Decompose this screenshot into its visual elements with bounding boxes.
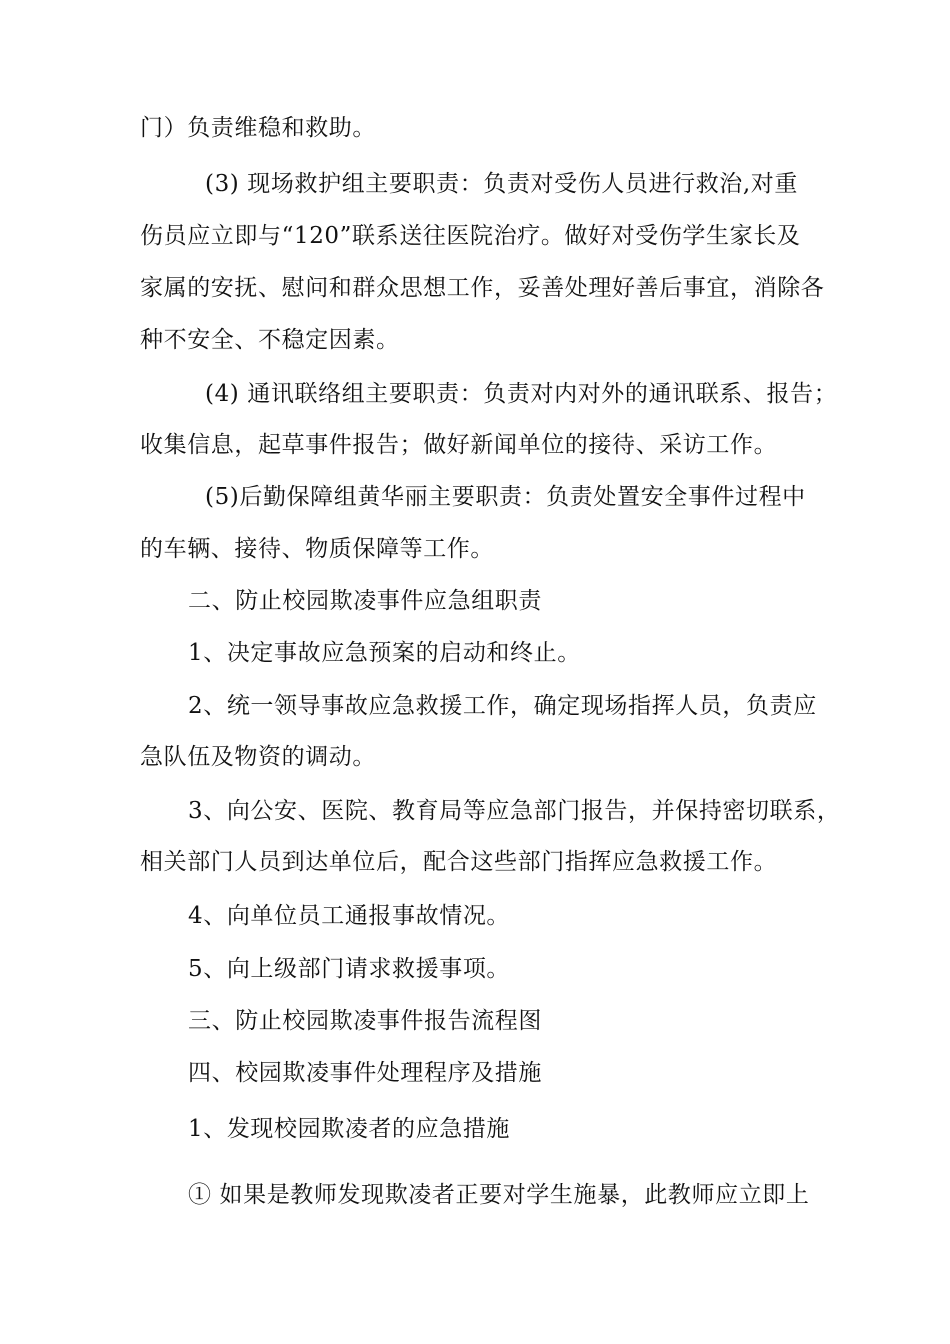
text-line-9: 的车辆、接待、物质保障等工作。 bbox=[140, 536, 494, 562]
text-line-7: 收集信息，起草事件报告；做好新闻单位的接待、采访工作。 bbox=[140, 432, 778, 458]
text-line-14: 3、向公安、医院、教育局等应急部门报告，并保持密切联系， bbox=[188, 798, 841, 824]
text-line-3: 伤员应立即与“120”联系送往医院治疗。做好对受伤学生家长及 bbox=[140, 223, 801, 249]
text-line-4: 家属的安抚、慰问和群众思想工作，妥善处理好善后事宜，消除各 bbox=[140, 275, 825, 301]
section-heading-2: 二、防止校园欺凌事件应急组职责 bbox=[188, 588, 542, 614]
text-line-6: (4) 通讯联络组主要职责：负责对内对外的通讯联系、报告； bbox=[205, 381, 838, 407]
text-line-8: (5)后勤保障组黄华丽主要职责：负责处置安全事件过程中 bbox=[205, 484, 806, 510]
text-line-13: 急队伍及物资的调动。 bbox=[140, 744, 376, 770]
text-line-12: 2、统一领导事故应急救援工作，确定现场指挥人员，负责应 bbox=[188, 693, 817, 719]
text-line-16: 4、向单位员工通报事故情况。 bbox=[188, 903, 511, 929]
text-line-15: 相关部门人员到达单位后，配合这些部门指挥应急救援工作。 bbox=[140, 849, 778, 875]
text-line-20: 1、发现校园欺凌者的应急措施 bbox=[188, 1116, 511, 1142]
text-line-5: 种不安全、不稳定因素。 bbox=[140, 327, 400, 353]
section-heading-4: 四、校园欺凌事件处理程序及措施 bbox=[188, 1060, 542, 1086]
text-line-11: 1、决定事故应急预案的启动和终止。 bbox=[188, 640, 581, 666]
section-heading-3: 三、防止校园欺凌事件报告流程图 bbox=[188, 1008, 542, 1034]
text-line-2: (3) 现场救护组主要职责：负责对受伤人员进行救治,对重 bbox=[205, 171, 799, 197]
text-line-17: 5、向上级部门请求救援事项。 bbox=[188, 956, 511, 982]
text-line-1: 门）负责维稳和救助。 bbox=[140, 115, 376, 141]
text-line-21: ① 如果是教师发现欺凌者正要对学生施暴，此教师应立即上 bbox=[188, 1182, 810, 1208]
